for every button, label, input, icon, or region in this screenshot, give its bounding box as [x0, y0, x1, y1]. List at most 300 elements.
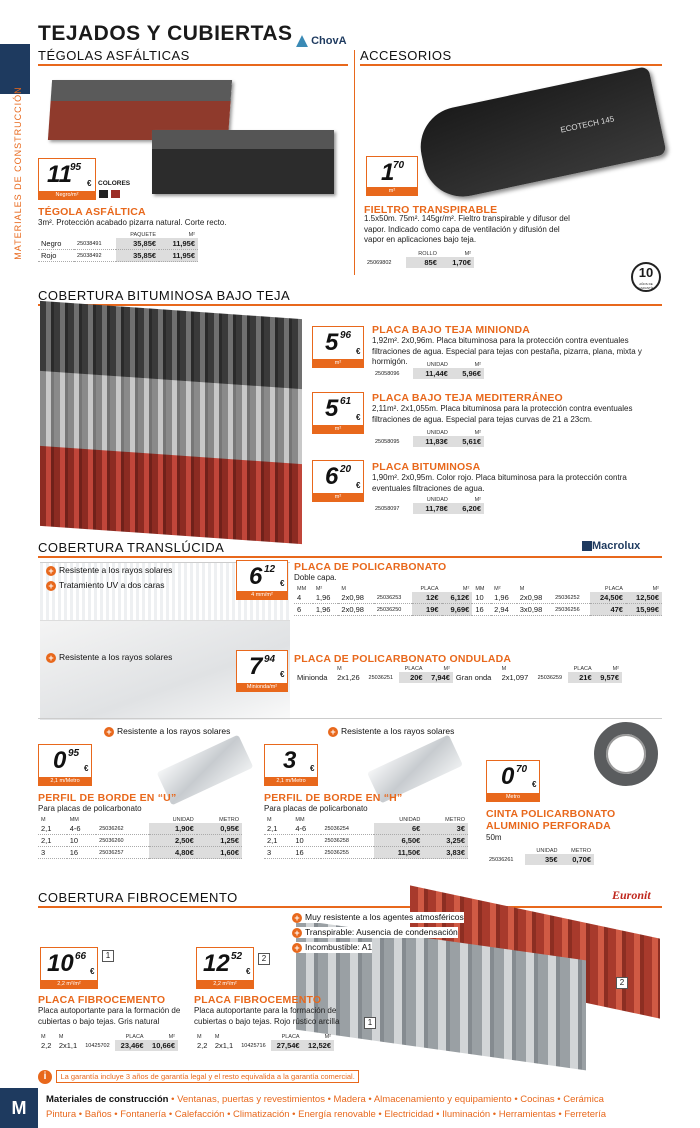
poli-name: PLACA DE POLICARBONATO	[294, 561, 447, 573]
page-title: TEJADOS Y CUBIERTAS	[38, 22, 293, 45]
perfil-h-desc: Para placas de policarbonato	[264, 804, 368, 813]
section-fibrocemento: COBERTURA FIBROCEMENTO	[38, 890, 238, 905]
divider	[38, 304, 662, 306]
plus-icon: +	[292, 928, 302, 938]
price-unit: m²	[367, 187, 417, 195]
euro-sign: €	[90, 967, 95, 976]
price-metre: 1,25€	[197, 835, 242, 847]
table-row	[486, 854, 594, 865]
col-header: M	[41, 1034, 46, 1040]
fieltro-price-tag	[366, 156, 418, 196]
cell: 4-6	[67, 823, 96, 835]
table-row	[38, 1040, 178, 1051]
fieltro-name: FIELTRO TRANSPIRABLE	[364, 204, 498, 216]
price-m2: 6,20€	[451, 503, 484, 514]
col-header: M²	[324, 1034, 331, 1040]
price-unit-value: 4,80€	[149, 847, 196, 859]
euro-sign: €	[532, 780, 537, 789]
color-swatch-red[interactable]	[111, 190, 120, 198]
col-header: M²	[612, 666, 619, 672]
cell: 10	[292, 835, 321, 847]
fibro2-desc: Placa autoportante para la formación de cubiertas o bajo tejas. Rojo rústico arcilla	[194, 1006, 340, 1026]
row-label: Negro	[38, 238, 74, 250]
cell: 2x0,98	[517, 592, 552, 604]
euro-sign: €	[356, 347, 361, 356]
cinta-name-2: ALUMINIO PERFORADA	[486, 820, 611, 832]
price-m2: 12,50€	[626, 592, 662, 604]
cell: 2,2	[197, 1041, 208, 1050]
perfil-u-desc: Para placas de policarbonato	[38, 804, 142, 813]
price-unit-value: 11,83€	[413, 436, 451, 447]
row-label: Rojo	[38, 250, 74, 262]
chova-logo-text: ChovA	[311, 35, 347, 47]
col-header: PLACA	[281, 1034, 300, 1040]
footer-logo: M	[0, 1088, 38, 1128]
col-header: M	[519, 586, 525, 592]
benefit-text: Resistente a los rayos solares	[117, 726, 231, 736]
divider	[38, 556, 662, 558]
cell: 2,1	[264, 835, 292, 847]
fibro1-num: 1	[102, 950, 114, 962]
price-dec: 12	[264, 564, 276, 575]
table-row	[38, 835, 242, 847]
plus-icon: +	[46, 581, 56, 591]
col-header: M	[214, 1034, 220, 1040]
cell: 2,1	[38, 823, 67, 835]
cell: 16	[67, 847, 96, 859]
table-row	[194, 1040, 334, 1051]
cell: 4-6	[292, 823, 321, 835]
product-code: 25036257	[96, 847, 149, 859]
euronit-logo: Euronit	[612, 888, 651, 902]
footer-categories[interactable]: • Ventanas, puertas y revestimientos • Madera • Almacenamiento y equipamiento • Cocinas • Cerámica	[171, 1094, 604, 1105]
fibro2-table	[194, 1034, 334, 1051]
price-unit: m²	[313, 493, 363, 501]
price-dec: 95	[68, 748, 80, 759]
color-swatch-black[interactable]	[99, 190, 108, 198]
price-sheet: 19€	[412, 604, 442, 616]
col-header: M²	[474, 497, 481, 503]
col-header: M²	[188, 232, 195, 238]
col-header: M²	[474, 430, 481, 436]
footer-line-1	[46, 1094, 604, 1105]
price-m2: 5,96€	[451, 368, 484, 379]
section-accesorios: ACCESORIOS	[360, 48, 452, 63]
price-unit-value: 6€	[374, 823, 423, 835]
fibro2-name: PLACA FIBROCEMENTO	[194, 994, 322, 1006]
price-pack: 35,85€	[116, 238, 159, 250]
perfil-h-price-tag	[264, 744, 318, 786]
price-dec: 61	[340, 396, 352, 407]
price-int: 0	[501, 763, 515, 790]
section-traslucida: COBERTURA TRANSLÚCIDA	[38, 540, 225, 555]
colores-label: COLORES	[98, 180, 131, 187]
tegola-desc: 3m². Protección acabado pizarra natural. Corte recto.	[38, 218, 227, 227]
table-row	[264, 823, 468, 835]
cell: Gran onda	[455, 673, 492, 682]
euro-sign: €	[246, 967, 251, 976]
price-sheet: 24,50€	[590, 592, 626, 604]
product-code: 25036259	[537, 674, 563, 681]
col-header: METRO	[445, 817, 465, 823]
price-int: 1	[381, 159, 395, 186]
col-header: M²	[464, 251, 471, 257]
cell: 2x0,98	[338, 604, 373, 616]
col-header: PLACA	[125, 1034, 144, 1040]
price-metre: 3€	[423, 823, 468, 835]
ondulada-table	[294, 666, 622, 683]
info-icon: i	[38, 1070, 52, 1084]
col-header: M²	[168, 1034, 175, 1040]
perfil-u-name: PERFIL DE BORDE EN “U”	[38, 792, 177, 804]
price-unit: Metro	[487, 793, 539, 801]
minionda-desc: 1,92m². 2x0,96m. Placa bituminosa para la protección contra eventuales filtraciones de agua. Especial para tejas con pestaña, pizarra, plana, mixta y hormigón.	[372, 336, 642, 366]
benefit-uv	[46, 565, 172, 576]
price-sheet: 23,46€	[115, 1040, 146, 1051]
cell: 1,96	[491, 592, 517, 604]
price-dec: 52	[231, 951, 243, 962]
table-row	[294, 592, 662, 604]
cell: 2,2	[41, 1041, 52, 1050]
price-unit-value: 2,50€	[149, 835, 196, 847]
col-header: M	[197, 1034, 202, 1040]
benefit-text: Resistente a los rayos solares	[59, 565, 173, 575]
col-header: M	[58, 1034, 64, 1040]
product-code: 25058097	[375, 505, 400, 512]
perfil-h-table	[264, 817, 468, 859]
bituminosa-table	[372, 497, 484, 514]
benefit-text: Resistente a los rayos solares	[341, 726, 455, 736]
plus-icon: +	[292, 943, 302, 953]
product-code: 25036251	[368, 674, 394, 681]
perfil-h-name: PERFIL DE BORDE EN “H”	[264, 792, 403, 804]
divider-thin	[38, 718, 662, 719]
col-header: ROLLO	[418, 251, 437, 257]
cell: 3	[38, 847, 67, 859]
tegola-table	[38, 232, 198, 262]
cinta-desc: 50m	[486, 833, 502, 842]
benefit-text: Tratamiento UV a dos caras	[59, 580, 165, 590]
cell: 16	[292, 847, 321, 859]
euro-sign: €	[280, 670, 285, 679]
product-code: 25036250	[374, 604, 412, 616]
benefit-text: Transpirable: Ausencia de condensación	[305, 927, 458, 937]
cell: 2,1	[38, 835, 67, 847]
price-int: 5	[325, 329, 339, 356]
fieltro-roll-image	[413, 66, 666, 204]
mediterraneo-price-tag	[312, 392, 364, 434]
price-int: 6	[249, 563, 263, 590]
col-header: UNIDAD	[426, 430, 448, 436]
cinta-roll-image	[594, 722, 658, 786]
col-header: M	[267, 817, 272, 823]
price-sheet: 20€	[399, 672, 425, 683]
price-unit-value: 11,50€	[374, 847, 423, 859]
product-code: 25036252	[552, 592, 590, 604]
price-dec: 70	[393, 160, 405, 171]
divider	[360, 64, 662, 66]
price-int: 10	[47, 950, 74, 977]
cell: 2x0,98	[338, 592, 373, 604]
col-header: M²	[652, 586, 659, 592]
col-header: PLACA	[404, 666, 423, 672]
fibro1-table	[38, 1034, 178, 1051]
cell: 10	[67, 835, 96, 847]
price-sheet: 12€	[412, 592, 442, 604]
tegola-price-tag	[38, 158, 96, 200]
benefit-uv-ondulada	[46, 652, 172, 663]
fibro2-num: 2	[258, 953, 270, 965]
poli-desc: Doble capa.	[294, 573, 337, 582]
col-header: M	[337, 666, 342, 672]
cinta-table	[486, 848, 594, 865]
benefit-uv-perfil-h	[328, 726, 454, 737]
divider	[38, 906, 662, 908]
plus-icon: +	[104, 727, 114, 737]
col-header: UNIDAD	[426, 362, 448, 368]
benefit-uv-perfil-u	[104, 726, 230, 737]
euro-sign: €	[280, 579, 285, 588]
price-m2: 9,69€	[442, 604, 473, 616]
macrolux-logo-icon	[582, 541, 592, 551]
fibro2-price-tag	[196, 947, 254, 989]
fibro-benefit-1	[292, 912, 464, 923]
euro-sign: €	[87, 179, 92, 188]
section-bituminosa: COBERTURA BITUMINOSA BAJO TEJA	[38, 288, 291, 303]
col-header: METRO	[571, 848, 591, 854]
col-header: M	[41, 817, 46, 823]
benefit-text: Muy resistente a los agentes atmosféricos	[305, 912, 464, 922]
plus-icon: +	[46, 653, 56, 663]
tegola-name: TÉGOLA ASFÁLTICA	[38, 206, 146, 218]
table-row	[372, 436, 484, 447]
price-unit-value: 1,90€	[149, 823, 196, 835]
footer	[0, 1088, 700, 1128]
price-unit: 2,2 m²/m²	[197, 980, 253, 988]
perfil-u-table	[38, 817, 242, 859]
price-roll: 85€	[406, 257, 440, 268]
col-header: M²	[474, 362, 481, 368]
cell: Minionda	[297, 673, 328, 682]
img-label-2: 2	[616, 977, 628, 989]
price-unit-value: 11,44€	[413, 368, 451, 379]
price-dec: 95	[70, 162, 82, 173]
euro-sign: €	[356, 481, 361, 490]
cell: 2x1,097	[501, 673, 529, 682]
price-unit: 2,1 m/Metro	[265, 777, 317, 785]
col-header: UNIDAD	[172, 817, 194, 823]
cell: 2x1,26	[337, 673, 360, 682]
price-m2: 9,57€	[595, 672, 622, 683]
product-code: 25036254	[321, 823, 374, 835]
price-unit: Minionda/m²	[237, 683, 287, 691]
bituminosa-name: PLACA BITUMINOSA	[372, 461, 481, 473]
price-unit: m²	[313, 359, 363, 367]
price-m2: 11,95€	[159, 250, 198, 262]
price-sheet: 21€	[568, 672, 594, 683]
price-unit-value: 35€	[525, 854, 560, 865]
cinta-name-1: CINTA POLICARBONATO	[486, 808, 616, 820]
col-header: PLACA	[420, 586, 439, 592]
table-row	[264, 847, 468, 859]
benefit-text: Incombustible: A1	[305, 942, 373, 952]
product-code: 25038492	[74, 250, 116, 262]
cell: 2x1,1	[214, 1041, 234, 1050]
col-header: MM	[475, 586, 485, 592]
col-header: UNIDAD	[426, 497, 448, 503]
price-m2: 6,12€	[442, 592, 473, 604]
cell: 3	[264, 847, 292, 859]
table-row	[38, 250, 198, 262]
sheet-red-image	[40, 446, 302, 544]
tegola-black-image	[152, 130, 334, 194]
price-sheet: 27,54€	[271, 1040, 302, 1051]
price-metre: 1,60€	[197, 847, 242, 859]
product-code: 25036253	[374, 592, 412, 604]
fibro1-price-tag	[40, 947, 98, 989]
product-code: 10425716	[241, 1042, 266, 1049]
cell: 4	[294, 592, 313, 604]
price-unit-value: 11,78€	[413, 503, 451, 514]
col-header: MM	[297, 586, 307, 592]
minionda-name: PLACA BAJO TEJA MINIONDA	[372, 324, 531, 336]
chova-logo-icon	[296, 35, 308, 47]
fibro1-desc: Placa autoportante para la formación de cubiertas o bajo tejas. Gris natural	[38, 1006, 181, 1026]
plus-icon: +	[292, 913, 302, 923]
poli-table	[294, 586, 662, 616]
ondulada-name: PLACA DE POLICARBONATO ONDULADA	[294, 653, 512, 665]
table-row	[38, 238, 198, 250]
price-dec: 66	[75, 951, 87, 962]
product-code: 25036255	[321, 847, 374, 859]
col-header: MM	[295, 817, 305, 823]
section-tegolas: TÉGOLAS ASFÁLTICAS	[38, 48, 190, 63]
price-metre: 3,83€	[423, 847, 468, 859]
table-row	[294, 604, 662, 616]
price-unit-value: 6,50€	[374, 835, 423, 847]
col-header: METRO	[219, 817, 239, 823]
bituminosa-desc: 1,90m². 2x0,95m. Color rojo. Placa bituminosa para la protección contra eventuales filtraciones de agua.	[372, 473, 627, 493]
product-code: 25069802	[367, 259, 392, 266]
benefit-text: Resistente a los rayos solares	[59, 652, 173, 662]
fibro-benefit-2	[292, 927, 458, 938]
price-dec: 96	[340, 330, 352, 341]
price-int: 3	[283, 747, 297, 774]
product-code: 25036258	[321, 835, 374, 847]
col-header: M²	[494, 586, 501, 592]
price-pack: 35,85€	[116, 250, 159, 262]
footer-category-active[interactable]: Materiales de construcción	[46, 1094, 169, 1105]
col-header: M²	[443, 666, 450, 672]
price-dec: 20	[340, 464, 352, 475]
price-unit: 2,1 m/Metro	[39, 777, 91, 785]
price-unit: 4 mm/m²	[237, 591, 287, 599]
product-code: 25058096	[375, 370, 400, 377]
euro-sign: €	[356, 413, 361, 422]
macrolux-logo-text: Macrolux	[592, 540, 641, 552]
col-header: UNIDAD	[536, 848, 558, 854]
fibro1-name: PLACA FIBROCEMENTO	[38, 994, 166, 1006]
product-code: 25036256	[552, 604, 590, 616]
col-header: PAQUETE	[130, 232, 157, 238]
price-int: 12	[203, 950, 230, 977]
table-row	[38, 847, 242, 859]
minionda-price-tag	[312, 326, 364, 368]
minionda-table	[372, 362, 484, 379]
product-code: 25036260	[96, 835, 149, 847]
table-row	[38, 823, 242, 835]
product-code: 25058095	[375, 438, 400, 445]
price-metre: 0,70€	[561, 854, 595, 865]
footer-line-2[interactable]: Pintura • Baños • Fontanería • Calefacción • Climatización • Energía renovable • Electricidad • Iluminación • Herramientas • Ferretería	[46, 1109, 607, 1120]
perfil-u-price-tag	[38, 744, 92, 786]
cinta-price-tag	[486, 760, 540, 802]
table-row	[364, 257, 474, 268]
cell: 6	[294, 604, 313, 616]
product-code: 25036262	[96, 823, 149, 835]
cell: 3x0,98	[517, 604, 552, 616]
img-label-1: 1	[364, 1017, 376, 1029]
macrolux-logo	[582, 540, 640, 552]
col-header: PLACA	[604, 586, 623, 592]
price-m2: 5,61€	[451, 436, 484, 447]
cell: 1,96	[313, 604, 339, 616]
price-m2: 1,70€	[440, 257, 474, 268]
product-code: 25038491	[74, 238, 116, 250]
badge-text: AÑOS DE GARANTÍA	[638, 282, 654, 290]
col-header: M	[341, 586, 347, 592]
benefit-two-sides	[46, 580, 165, 591]
cell: 1,96	[313, 592, 339, 604]
col-header: PLACA	[573, 666, 592, 672]
price-metre: 0,95€	[197, 823, 242, 835]
price-int: 0	[53, 747, 67, 774]
side-label: MATERIALES DE CONSTRUCCIÓN	[13, 86, 23, 260]
col-header: M²	[315, 586, 323, 592]
table-row	[264, 835, 468, 847]
fibro-benefit-3	[292, 942, 372, 953]
col-header: M²	[462, 586, 470, 592]
price-int: 11	[47, 161, 72, 188]
table-row	[372, 503, 484, 514]
divider	[38, 64, 348, 66]
guarantee-badge	[631, 262, 661, 292]
cell: 2x1,1	[58, 1041, 78, 1050]
chova-logo	[296, 35, 347, 47]
fieltro-roll-label: ECOTECH 145	[559, 114, 616, 135]
price-unit: Negro/m²	[39, 191, 95, 199]
price-m2: 7,94€	[426, 672, 453, 683]
cell: 10	[472, 592, 491, 604]
badge-number: 10	[638, 265, 654, 280]
price-sheet: 47€	[590, 604, 626, 616]
poli-price-tag	[236, 560, 288, 600]
plus-icon: +	[328, 727, 338, 737]
price-m2: 12,52€	[303, 1040, 334, 1051]
product-code: 10425702	[85, 1042, 110, 1049]
col-header: M	[501, 666, 507, 672]
guarantee-text: La garantía incluye 3 años de garantía legal y el resto equivalida a la garantía comercial.	[56, 1070, 358, 1083]
price-unit: 2,2 m²/m²	[41, 980, 97, 988]
price-dec: 94	[264, 654, 276, 665]
bituminosa-price-tag	[312, 460, 364, 502]
euro-sign: €	[310, 764, 315, 773]
ondulada-price-tag	[236, 650, 288, 692]
price-unit: m²	[313, 425, 363, 433]
fieltro-table	[364, 251, 474, 268]
fieltro-desc: 1.5x50m. 75m². 145gr/m². Fieltro transpirable y difusor del vapor. Indicado como capa de ventilación y difusión del vapor en aplicaciones bajo teja.	[364, 214, 570, 244]
vertical-divider	[354, 50, 355, 275]
